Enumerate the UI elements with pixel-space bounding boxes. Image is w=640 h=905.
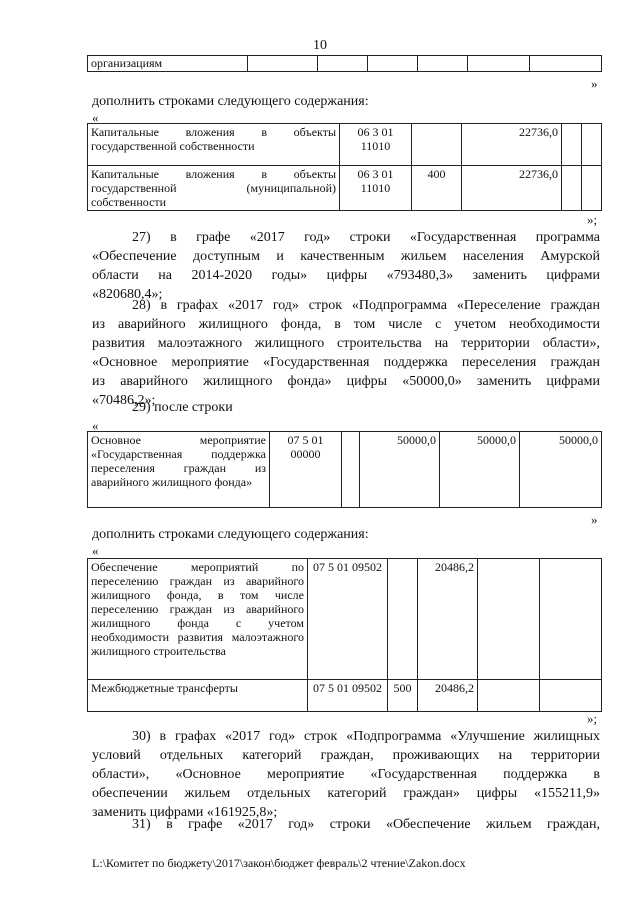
paragraph-27: 27) в графе «2017 год» строки «Государственная программа «Обеспечение доступным и качественным жильем населения Амурской области на 2014-2020 годы» цифры «793480,3» заменить цифрами «820680,4»; — [92, 230, 600, 302]
row-vr: 400 — [412, 166, 462, 211]
row-name: Капитальные вложения в объекты государственной (муниципальной) собственности — [88, 166, 340, 211]
row-vr — [412, 124, 462, 166]
table-cell: организациям — [88, 56, 248, 72]
row-value: 50000,0 — [440, 432, 520, 508]
opening-quote: « — [92, 418, 99, 433]
row-name: Межбюджетные трансферты — [88, 680, 308, 712]
paragraph-31: 31) в графе «2017 год» строки «Обеспечение жильем граждан, — [132, 817, 600, 832]
row-value: 20486,2 — [418, 559, 478, 680]
row-code: 06 3 01 11010 — [340, 124, 412, 166]
page-number: 10 — [313, 38, 327, 53]
row-code: 06 3 01 11010 — [340, 166, 412, 211]
row-name: Обеспечение мероприятий по переселению граждан из аварийного жилищного фонда, в том числе переселению граждан из аварийного жилищного фонда с учетом необходимости развития малоэтажного жилищного строительства — [88, 559, 308, 680]
row-name: Основное мероприятие «Государственная поддержка переселения граждан из аварийного жилищного фонда» — [88, 432, 270, 508]
add-rows-text-2: дополнить строками следующего содержания: — [92, 527, 369, 542]
footer-file-path: L:\Комитет по бюджету\2017\закон\бюджет февраль\2 чтение\Zakon.docx — [92, 856, 466, 870]
row-value: 22736,0 — [462, 166, 562, 211]
reference-table — [87, 431, 602, 508]
row-value: 50000,0 — [520, 432, 602, 508]
opening-quote: « — [92, 543, 99, 558]
closing-quote: » — [591, 76, 598, 91]
row-vr: 500 — [388, 680, 418, 712]
row-code: 07 5 01 09502 — [308, 559, 388, 680]
paragraph-30: 30) в графах «2017 год» строк «Подпрограмма «Улучшение жилищных условий отдельных категорий граждан, проживающих на территории области», «Основное мероприятие «Государственная поддержка в обеспечении жильем отдельных категорий граждан» цифры «155211,9» заменить цифрами «161925,8»; — [92, 729, 600, 820]
row-vr — [388, 559, 418, 680]
row-code: 07 5 01 09502 — [308, 680, 388, 712]
closing-quote-semicolon: »; — [587, 711, 598, 726]
paragraph-29: 29) после строки — [132, 400, 233, 415]
insert-table-resettlement — [87, 558, 602, 712]
insert-table-capital — [87, 123, 602, 211]
row-value: 50000,0 — [360, 432, 440, 508]
closing-quote-semicolon: »; — [587, 212, 598, 227]
row-code: 07 5 01 00000 — [270, 432, 342, 508]
opening-quote: « — [92, 110, 99, 125]
row-value: 22736,0 — [462, 124, 562, 166]
row-value: 20486,2 — [418, 680, 478, 712]
row-name: Капитальные вложения в объекты государственной собственности — [88, 124, 340, 166]
paragraph-28: 28) в графах «2017 год» строк «Подпрограмма «Переселение граждан из аварийного жилищного фонда, в том числе с учетом необходимости развития малоэтажного жилищного строительства на территории области», «Основное мероприятие «Государственная поддержка переселения граждан из аварийного жилищного фонда» цифры «50000,0» заменить цифрами «70486,2»; — [92, 298, 600, 408]
add-rows-text-1: дополнить строками следующего содержания: — [92, 94, 369, 109]
closing-quote: » — [591, 512, 598, 527]
continuation-table — [87, 55, 602, 72]
